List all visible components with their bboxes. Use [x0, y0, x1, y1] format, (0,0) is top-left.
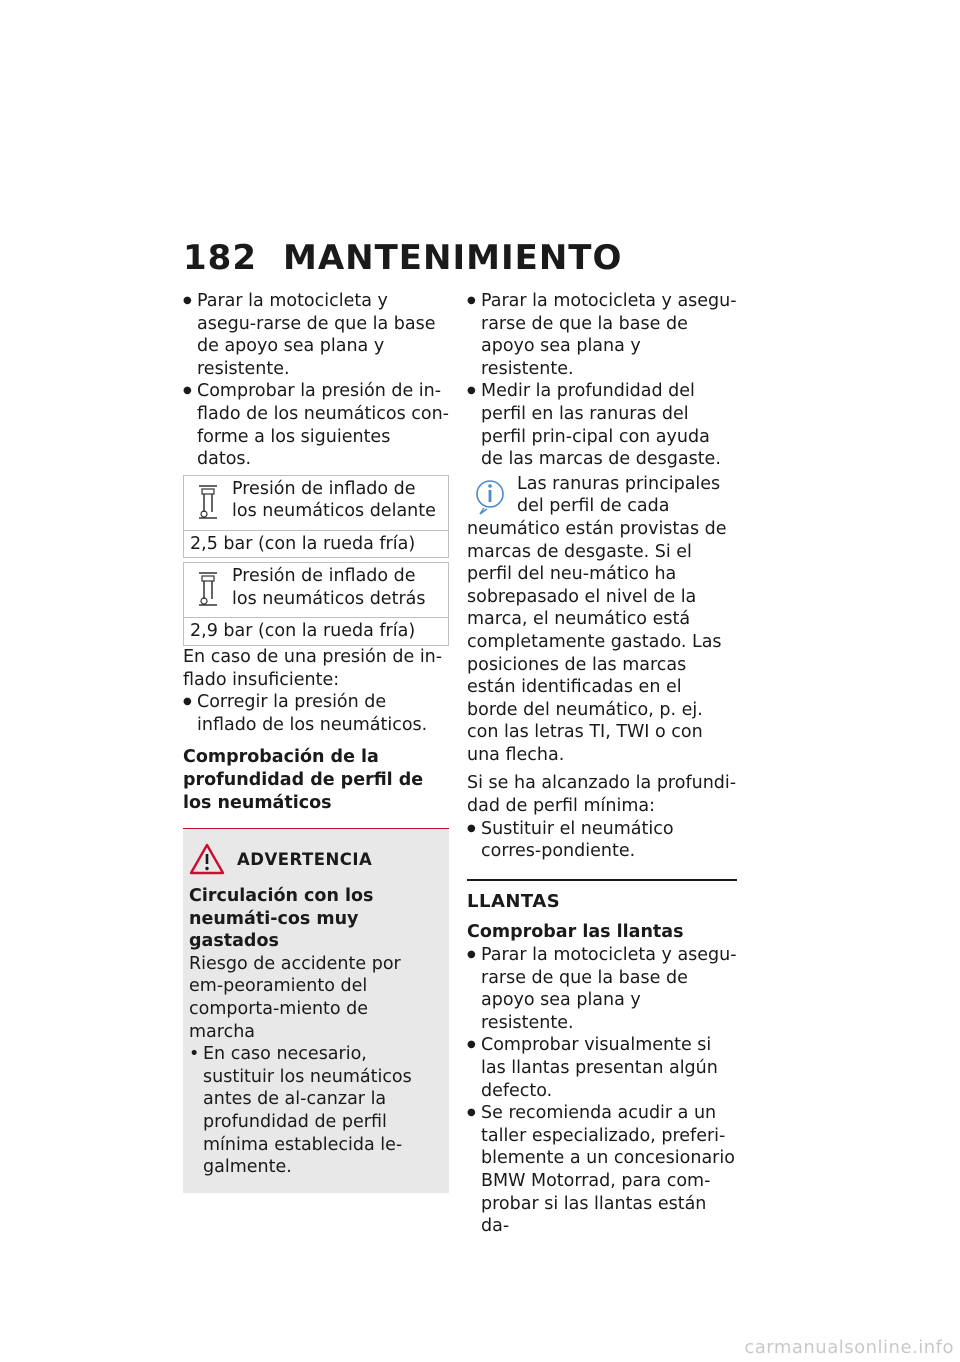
watermark: carmanualsonline.info: [744, 1337, 954, 1358]
list-item: ● Medir la profundidad del perfil en las ranuras del perfil prin-cipal con ayuda de las marcas de desgaste.: [467, 380, 737, 470]
page-number: 182: [183, 238, 257, 278]
page-title: MANTENIMIENTO: [283, 238, 623, 278]
bullet-list: [467, 818, 737, 863]
bullet-list: [183, 290, 449, 471]
warning-box: [183, 829, 449, 1193]
page-header: [183, 238, 622, 278]
bullet-list: [183, 691, 449, 736]
spec-label: Presión de inflado de los neumáticos detrás: [232, 566, 426, 609]
spec-label: Presión de inflado de los neumáticos delante: [232, 478, 436, 522]
warning-text: Riesgo de accidente por em-peoramiento del comporta-miento de marcha: [189, 953, 401, 1042]
sub-title: Comprobar las llantas: [467, 922, 684, 943]
info-text: Las ranuras principales del perfil de cada neumático están provistas de marcas de desgaste. Si el perfil del neu-mático ha sobrepasado el nivel de la marca, el neumático está completamente gastado. Las posiciones de las marcas están identificadas en el borde del neumático, p. ej. con las letras TI, TWI o con una flecha.: [467, 473, 727, 765]
warning-list: [189, 1043, 439, 1179]
right-column: [467, 290, 737, 1238]
warning-triangle-icon: [189, 843, 225, 875]
list-item: ● Sustituir el neumático corres-pondiente.: [467, 818, 737, 863]
list-item: • En caso necesario, sustituir los neumáticos antes de al-canzar la profundidad de perfil mínima establecida le-galmente.: [189, 1043, 439, 1179]
spec-box-front: [183, 475, 449, 559]
warning-label: ADVERTENCIA: [237, 850, 373, 870]
list-item: ● Parar la motocicleta y asegu-rarse de que la base de apoyo sea plana y resistente.: [467, 944, 737, 1034]
list-item: ● Comprobar visualmente si las llantas presentan algún defecto.: [467, 1034, 737, 1102]
tire-pressure-icon: [196, 567, 222, 607]
info-note: [467, 473, 737, 767]
section-heading: Comprobación de la profundidad de perfil de los neumáticos: [183, 747, 424, 813]
section-title: LLANTAS: [467, 890, 561, 912]
list-item: ● Parar la motocicleta y asegu-rarse de que la base de apoyo sea plana y resistente.: [183, 290, 449, 380]
bullet-list: [467, 944, 737, 1238]
left-column: [183, 290, 449, 1193]
bullet-list: [467, 290, 737, 471]
list-item: ● Parar la motocicleta y asegu-rarse de que la base de apoyo sea plana y resistente.: [467, 290, 737, 380]
list-item: ● Se recomienda acudir a un taller especializado, preferi-blemente a un concesionario BMW Motorrad, para com-probar si las llantas están da-: [467, 1102, 737, 1238]
list-item: ● Corregir la presión de inflado de los neumáticos.: [183, 691, 449, 736]
info-icon: [475, 475, 505, 515]
list-item: ● Comprobar la presión de in-flado de los neumáticos con-forme a los siguientes datos.: [183, 380, 449, 470]
section-divider: [467, 879, 737, 881]
min-depth-text: Si se ha alcanzado la profundi-dad de perfil mínima:: [467, 773, 737, 817]
tire-pressure-icon: [196, 480, 222, 520]
spec-value: 2,5 bar (con la rueda fría): [190, 533, 416, 554]
spec-box-rear: [183, 562, 449, 646]
insufficient-text: En caso de una presión de in-flado insuficiente:: [183, 646, 443, 690]
spec-value: 2,9 bar (con la rueda fría): [190, 621, 416, 642]
warning-subtitle: Circulación con los neumáti-cos muy gastados: [189, 886, 374, 952]
